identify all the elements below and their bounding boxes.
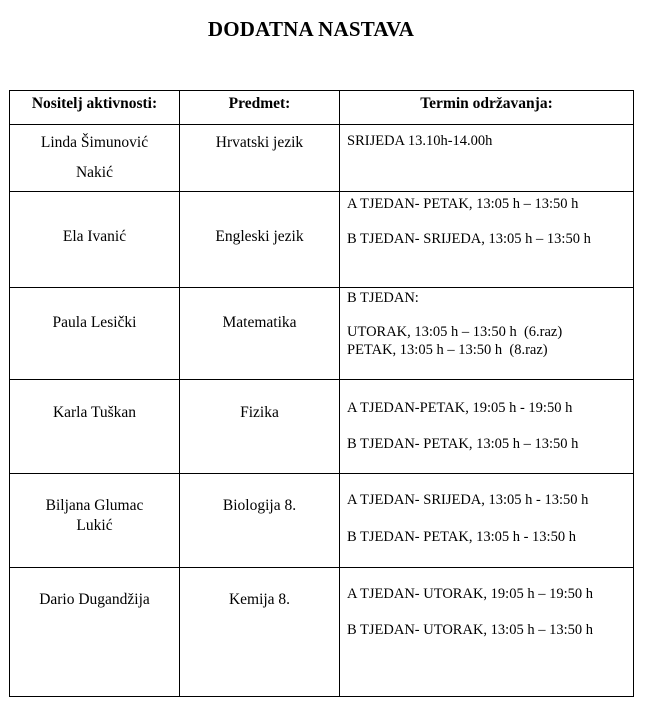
term-cell <box>340 125 634 192</box>
teacher-cell <box>10 288 180 380</box>
term-cell <box>340 380 634 474</box>
term-line: A TJEDAN- PETAK, 13:05 h – 13:50 h <box>347 196 579 212</box>
term-line: B TJEDAN- SRIJEDA, 13:05 h – 13:50 h <box>347 231 591 247</box>
term-line: B TJEDAN: <box>347 290 419 306</box>
teacher-cell <box>10 474 180 568</box>
table-header-row <box>10 91 634 125</box>
term-line: B TJEDAN- UTORAK, 13:05 h – 13:50 h <box>347 622 593 638</box>
term-line: B TJEDAN- PETAK, 13:05 h - 13:50 h <box>347 529 576 545</box>
subject-name: Engleski jezik <box>215 228 304 245</box>
table-row <box>10 288 634 380</box>
table-row <box>10 380 634 474</box>
term-line: SRIJEDA 13.10h-14.00h <box>347 133 493 149</box>
subject-name: Biologija 8. <box>222 497 297 514</box>
teacher-name-line: Ela Ivanić <box>62 228 127 245</box>
subject-name: Hrvatski jezik <box>215 134 304 151</box>
header-teacher: Nositelj aktivnosti: <box>10 91 180 125</box>
table-row <box>10 474 634 568</box>
term-line: A TJEDAN- SRIJEDA, 13:05 h - 13:50 h <box>347 492 589 508</box>
teacher-name-line: Paula Lesički <box>52 314 137 331</box>
table-row <box>10 192 634 288</box>
teacher-cell <box>10 192 180 288</box>
term-line: UTORAK, 13:05 h – 13:50 h (6.raz) <box>347 324 563 340</box>
subject-cell <box>180 568 340 697</box>
subject-name: Kemija 8. <box>228 591 291 608</box>
subject-cell <box>180 288 340 380</box>
page-title: DODATNA NASTAVA <box>207 17 415 41</box>
subject-cell <box>180 380 340 474</box>
table-row <box>10 125 634 192</box>
subject-name: Matematika <box>222 314 297 331</box>
teacher-cell <box>10 380 180 474</box>
term-line: PETAK, 13:05 h – 13:50 h (8.raz) <box>347 342 548 358</box>
teacher-name-line: Biljana Glumac <box>45 497 144 514</box>
term-cell <box>340 288 634 380</box>
teacher-cell <box>10 125 180 192</box>
teacher-name-line: Dario Dugandžija <box>39 591 150 608</box>
teacher-name-line: Lukić <box>76 517 113 534</box>
subject-cell <box>180 125 340 192</box>
term-cell <box>340 192 634 288</box>
schedule-table <box>9 90 634 697</box>
term-line: A TJEDAN-PETAK, 19:05 h - 19:50 h <box>347 400 573 416</box>
term-cell <box>340 474 634 568</box>
header-term: Termin održavanja: <box>340 91 634 125</box>
table-row <box>10 568 634 697</box>
teacher-name-line: Karla Tuškan <box>52 404 137 421</box>
teacher-name-line: Nakić <box>75 164 113 181</box>
term-line: A TJEDAN- UTORAK, 19:05 h – 19:50 h <box>347 586 593 602</box>
subject-cell <box>180 474 340 568</box>
term-cell <box>340 568 634 697</box>
subject-name: Fizika <box>240 404 279 421</box>
header-subject: Predmet: <box>180 91 340 125</box>
term-line: B TJEDAN- PETAK, 13:05 h – 13:50 h <box>347 436 579 452</box>
subject-cell <box>180 192 340 288</box>
teacher-cell <box>10 568 180 697</box>
teacher-name-line: Linda Šimunović <box>40 134 149 151</box>
